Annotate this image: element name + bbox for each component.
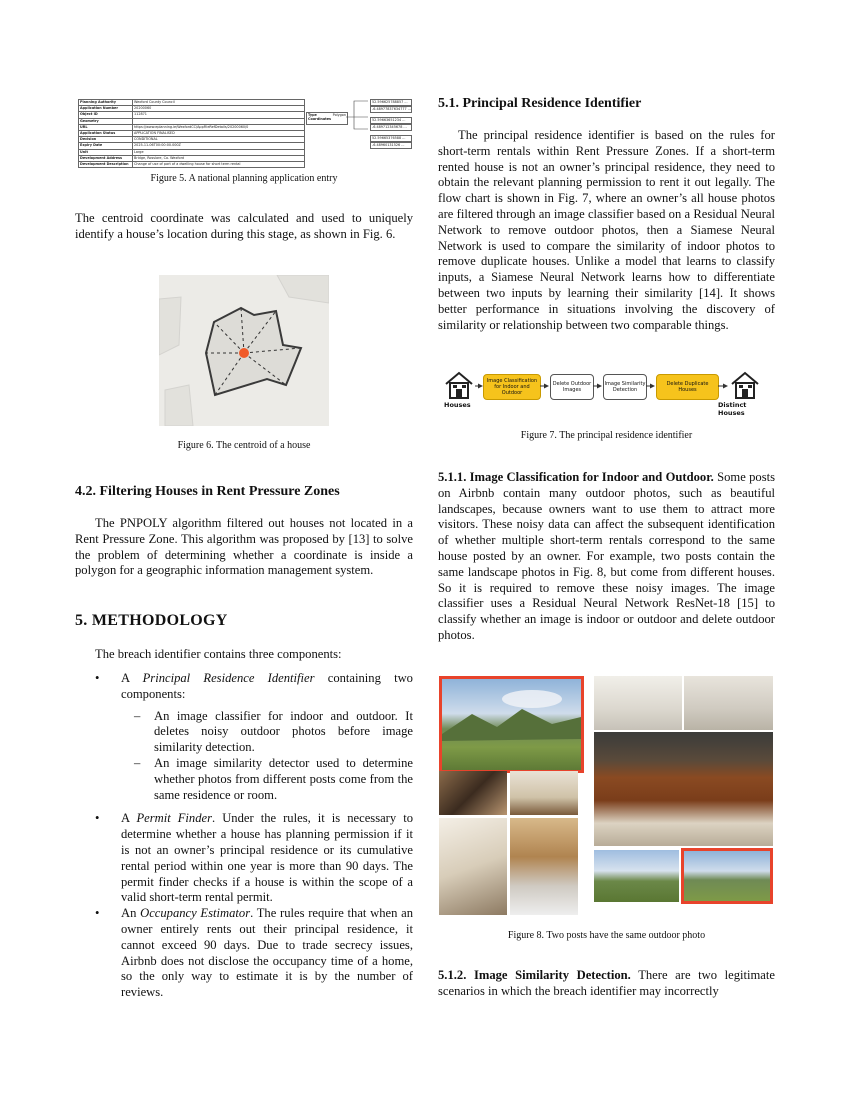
list-item: • An Occupancy Estimator. The rules require that when an owner entirely rents out their principal residence, it cannot exceed 90 days. Due to trade secrecy issues, Airbnb does not disclose the occupancy time of a home, so the only way to estimate it is by the number of reviews. (75, 906, 413, 1001)
coordinate-value: 52.59665376588 ... (370, 135, 412, 142)
paragraph-centroid: The centroid coordinate was calculated and used to uniquely identify a house’s location during this stage, as shown in Fig. 6. (75, 211, 413, 241)
living-room-photo (439, 771, 507, 815)
section-5-1-title: 5.1. Principal Residence Identifier (438, 96, 642, 111)
dining-table-photo (510, 771, 578, 815)
coordinate-list (370, 99, 412, 153)
flow-step: Image Classification for Indoor and Outdoor (483, 374, 541, 400)
kitchen-photo (510, 818, 578, 915)
section-5-1-1-paragraph: 5.1.1. Image Classification for Indoor and Outdoor. Some posts on Airbnb contain many outdoor photos, such as beautiful landscapes, because owners want to use them to attract more visitors. These noisy data can affect the subsequent identification of whether multiple short-term rentals correspond to the same house posted by an owner. For example, two posts contain the same landscape photos in Fig. 8, but come from different houses. So it is required to remove these noisy images. The image classifier uses a Residual Neural Network ResNet-18 [15] to classify whether an image is indoor or outdoor and delete outdoor photos. (438, 470, 776, 642)
bathroom-photo (594, 676, 682, 730)
coordinate-value: -6.48977837634777 ... (372, 107, 411, 111)
house-polygon-diagram (159, 275, 329, 426)
flow-step: Image Similarity Detection (603, 374, 647, 400)
flow-step: Delete Outdoor Images (550, 374, 594, 400)
table-row: Geometry (79, 119, 304, 125)
section-5-1-1-title: 5.1.1. Image Classification for Indoor and Outdoor. (438, 470, 714, 484)
coordinate-value: -6.48960131526 ... (370, 142, 412, 149)
table-row: Development Address Bridge, Rosslare, Co. Wexford (79, 156, 304, 162)
coordinate-brackets (346, 99, 371, 144)
distinct-house-icon (729, 370, 761, 400)
table-row: Development Description Change of use of part of a dwelling house for short term rental (79, 162, 304, 168)
figure-5-caption: Figure 5. A national planning application entry (150, 173, 338, 184)
section-5-1-2-title: 5.1.2. Image Similarity Detection. (438, 968, 631, 982)
component-list (75, 671, 413, 1001)
landscape-photo-highlighted (439, 676, 584, 773)
hallway-table-photo (594, 732, 773, 846)
table-row: Unit Large (79, 150, 304, 156)
coordinate-value: 52.596625788857 ... (370, 99, 412, 106)
section-4-2-paragraph: The PNPOLY algorithm filtered out houses not located in a Rent Pressure Zone. This algorithm was proposed by [13] to solve the problem of determining whether a coordinate is inside a polygon for a geographic information management system. (75, 516, 413, 578)
coordinate-value: -6.489712345678 ... (370, 124, 412, 131)
geometry-box: Type Polygon Coordinates (306, 112, 348, 125)
figure-8-photo-grid (438, 675, 775, 925)
section-5-1-paragraph: The principal residence identifier is based on the rules for short-term rentals within Rent Pressure Zones. If a short-term rented house is not an owner’s principal residence, they need to obtain the relevant planning permission to rent it out legally. The flow chart is shown in Fig. 7, where an owner’s all house photos are filtered through an image classifier based on a Residual Neural Network to remove outdoor photos, then a Siamese Neural Network is used to compare the similarity of indoor photos to remove duplicate houses. Unlike a model that learns to classify inputs, a Siamese Neural Network learns how to differentiate between two inputs by learning their similarity [14]. It shows better performance in situations involving the discovery of similarity or relationship between two comparable things. (438, 128, 775, 332)
section-5-title: 5. METHODOLOGY (75, 612, 228, 629)
section-5-1-2-paragraph: 5.1.2. Image Similarity Detection. There are two legitimate scenarios in which the breach identifier may incorrectly (438, 968, 775, 998)
figure-6-map (159, 275, 329, 426)
figure-6-caption: Figure 6. The centroid of a house (177, 440, 311, 451)
table-row: Application Status APPLICATION FINALISED (79, 131, 304, 137)
table-row: Application Number 20200060 (79, 106, 304, 112)
table-row: Decision CONDITIONAL (79, 137, 304, 143)
centroid-point (239, 348, 249, 358)
houses-label: Houses (444, 401, 471, 409)
distinct-houses-label: Distinct Houses (718, 401, 747, 417)
list-item: • A Permit Finder. Under the rules, it is necessary to determine whether a house has planning permission if it is not an owner’s principal residence or its cumulative rental period within one year is more than 90 days. The permit finder checks if a house is within the scope of a valid short-term rental permit. (75, 811, 413, 906)
bedroom-photo (439, 818, 507, 915)
table-row: Planning Authority Wexford County Council (79, 100, 304, 106)
figure-7-caption: Figure 7. The principal residence identifier (520, 430, 693, 441)
list-item: • A Principal Residence Identifier containing two components: – An image classifier for indoor and outdoor. It deletes noisy outdoor photos before image similarity detection. – An image similarity detector used to determine whether photos from different posts come from the same residence or room. (75, 671, 413, 803)
coordinate-value: 52.59663651234 ... (370, 117, 412, 124)
table-row: Expiry Date 2025-11-06T00:00:00.000Z (79, 143, 304, 149)
section-5-intro: The breach identifier contains three components: (95, 647, 342, 661)
flow-step: Delete Duplicate Houses (656, 374, 719, 400)
section-4-2-title: 4.2. Filtering Houses in Rent Pressure Zones (75, 484, 340, 499)
figure-8-caption: Figure 8. Two posts have the same outdoor photo (507, 930, 706, 941)
table-row: URL https://www.eplanning.ie/WexfordCC/AppFileRefDetails/20200060/0 (79, 125, 304, 131)
landscape-photo-highlighted (681, 848, 773, 904)
table-row: Object ID 112871 (79, 112, 304, 118)
utility-room-photo (684, 676, 773, 730)
sub-list-item: – An image similarity detector used to determine whether photos from different posts come from the same residence or room. (117, 756, 413, 803)
planning-table (78, 99, 305, 168)
figure-7-flowchart (438, 368, 775, 417)
landscape-photo (594, 850, 679, 902)
sub-list-item: – An image classifier for indoor and outdoor. It deletes noisy outdoor photos before image similarity detection. (117, 709, 413, 756)
